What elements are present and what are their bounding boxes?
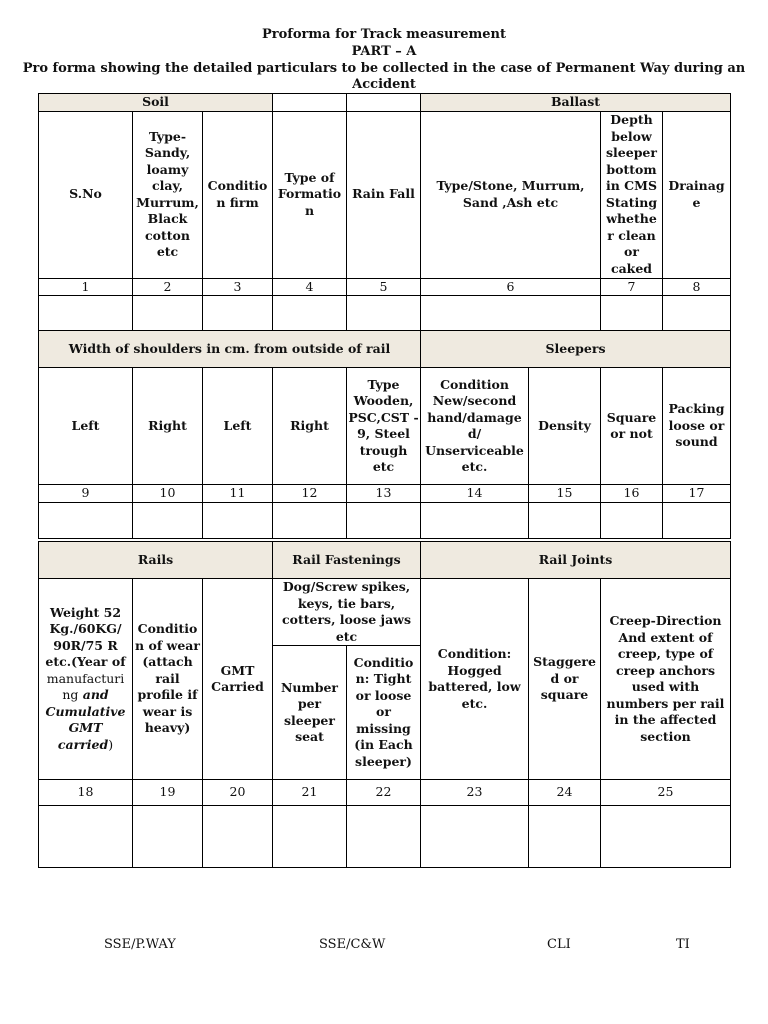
col-number: 19: [133, 780, 203, 806]
form-title: Proforma for Track measurement: [261, 27, 507, 42]
col-header-left: Left: [203, 368, 273, 485]
form-subtitle-cont: Accident: [352, 77, 416, 92]
col-header-ballast-type: Type/Stone, Murrum, Sand ,Ash etc: [421, 111, 601, 278]
col-header-rail-weight: [39, 579, 133, 780]
entry-cell[interactable]: [421, 296, 601, 331]
col-header-depth: Depth below sleeper bottom in CMS Stating whethe r clean or caked: [601, 111, 663, 278]
entry-cell[interactable]: [347, 296, 421, 331]
col-header-sleeper-condition: Condition New/second hand/damage d/ Unserviceable etc.: [421, 368, 529, 485]
shoulders-group-header: Width of shoulders in cm. from outside of rail: [39, 331, 421, 368]
col-number: 17: [663, 485, 731, 503]
col-header-right: Right: [133, 368, 203, 485]
entry-cell[interactable]: [347, 806, 421, 868]
col-number: 23: [421, 780, 529, 806]
col-number: 5: [347, 278, 421, 296]
col-header-square: Square or not: [601, 368, 663, 485]
col-header-number-per-seat: Number per sleeper seat: [273, 646, 347, 780]
col-header-creep: Creep-Direction And extent of creep, type of creep anchors used with numbers per rail in the affected section: [601, 579, 731, 780]
col-number: 16: [601, 485, 663, 503]
rail-weight-manufacturing: manufacturi ng: [46, 670, 125, 703]
rails-table: [38, 541, 731, 868]
soil-group-header: Soil: [39, 94, 273, 112]
rail-weight-gmt: and Cumulative GMT carried: [45, 687, 126, 752]
col-number: 6: [421, 278, 601, 296]
col-header-rainfall: Rain Fall: [347, 111, 421, 278]
col-header-fastening-condition: Conditio n: Tight or loose or missing (in Each sleeper): [347, 646, 421, 780]
col-header-formation: Type of Formatio n: [273, 111, 347, 278]
fastenings-group-header: Rail Fastenings: [273, 542, 421, 579]
signature-sse-cw: SSE/C&W: [319, 937, 386, 952]
entry-cell[interactable]: [203, 806, 273, 868]
signature-sse-pway: SSE/P.WAY: [104, 937, 176, 952]
entry-cell[interactable]: [601, 806, 731, 868]
col-number: 8: [663, 278, 731, 296]
entry-cell[interactable]: [273, 296, 347, 331]
entry-cell[interactable]: [663, 296, 731, 331]
fastening-types-header: Dog/Screw spikes, keys, tie bars, cotters, loose jaws etc: [273, 579, 421, 646]
col-number: 4: [273, 278, 347, 296]
rails-group-header: Rails: [39, 542, 273, 579]
col-number: 11: [203, 485, 273, 503]
col-header-sleeper-type: Type Wooden, PSC,CST - 9, Steel trough etc: [347, 368, 421, 485]
col-number: 3: [203, 278, 273, 296]
col-number: 10: [133, 485, 203, 503]
col-number: 9: [39, 485, 133, 503]
form-subtitle: Pro forma showing the detailed particulars to be collected in the case of Permanent Way during an: [22, 61, 746, 76]
col-number: 7: [601, 278, 663, 296]
col-number: 15: [529, 485, 601, 503]
col-header-packing: Packing loose or sound: [663, 368, 731, 485]
blank-cell: [347, 94, 421, 112]
entry-cell[interactable]: [133, 296, 203, 331]
col-header-right: Right: [273, 368, 347, 485]
col-number: 18: [39, 780, 133, 806]
col-header-soil-type: Type-Sandy, loamy clay, Murrum, Black cotton etc: [133, 111, 203, 278]
col-number: 24: [529, 780, 601, 806]
entry-cell[interactable]: [601, 502, 663, 538]
entry-cell[interactable]: [347, 502, 421, 538]
sleepers-group-header: Sleepers: [421, 331, 731, 368]
col-number: 22: [347, 780, 421, 806]
col-header-staggered: Staggere d or square: [529, 579, 601, 780]
entry-cell[interactable]: [39, 296, 133, 331]
entry-cell[interactable]: [133, 502, 203, 538]
col-header-left: Left: [39, 368, 133, 485]
rail-weight-text: Weight 52 Kg./60KG/ 90R/75 R etc.(Year of: [45, 604, 126, 670]
blank-cell: [273, 94, 347, 112]
form-part: PART – A: [351, 44, 417, 59]
col-header-drainage: Drainag e: [663, 111, 731, 278]
col-number: 21: [273, 780, 347, 806]
soil-ballast-table: [38, 93, 731, 331]
col-number: 12: [273, 485, 347, 503]
col-number: 20: [203, 780, 273, 806]
entry-cell[interactable]: [421, 806, 529, 868]
signature-ti: TI: [676, 937, 690, 952]
col-header-joint-condition: Condition: Hogged battered, low etc.: [421, 579, 529, 780]
signature-cli: CLI: [547, 937, 571, 952]
joints-group-header: Rail Joints: [421, 542, 731, 579]
entry-cell[interactable]: [529, 502, 601, 538]
col-number: 14: [421, 485, 529, 503]
entry-cell[interactable]: [273, 502, 347, 538]
entry-cell[interactable]: [133, 806, 203, 868]
col-header-density: Density: [529, 368, 601, 485]
entry-cell[interactable]: [203, 296, 273, 331]
col-header-gmt: GMT Carried: [203, 579, 273, 780]
col-number: 2: [133, 278, 203, 296]
rail-weight-close: ): [108, 736, 114, 752]
ballast-group-header: Ballast: [421, 94, 731, 112]
entry-cell[interactable]: [39, 502, 133, 538]
entry-cell[interactable]: [663, 502, 731, 538]
col-number: 1: [39, 278, 133, 296]
col-header-condition: Conditio n firm: [203, 111, 273, 278]
col-header-wear: Conditio n of wear (attach rail profile if wear is heavy): [133, 579, 203, 780]
entry-cell[interactable]: [421, 502, 529, 538]
col-number: 25: [601, 780, 731, 806]
col-number: 13: [347, 485, 421, 503]
shoulders-sleepers-table: [38, 330, 731, 539]
entry-cell[interactable]: [273, 806, 347, 868]
entry-cell[interactable]: [601, 296, 663, 331]
entry-cell[interactable]: [529, 806, 601, 868]
entry-cell[interactable]: [203, 502, 273, 538]
entry-cell[interactable]: [39, 806, 133, 868]
col-header-sno: S.No: [39, 111, 133, 278]
